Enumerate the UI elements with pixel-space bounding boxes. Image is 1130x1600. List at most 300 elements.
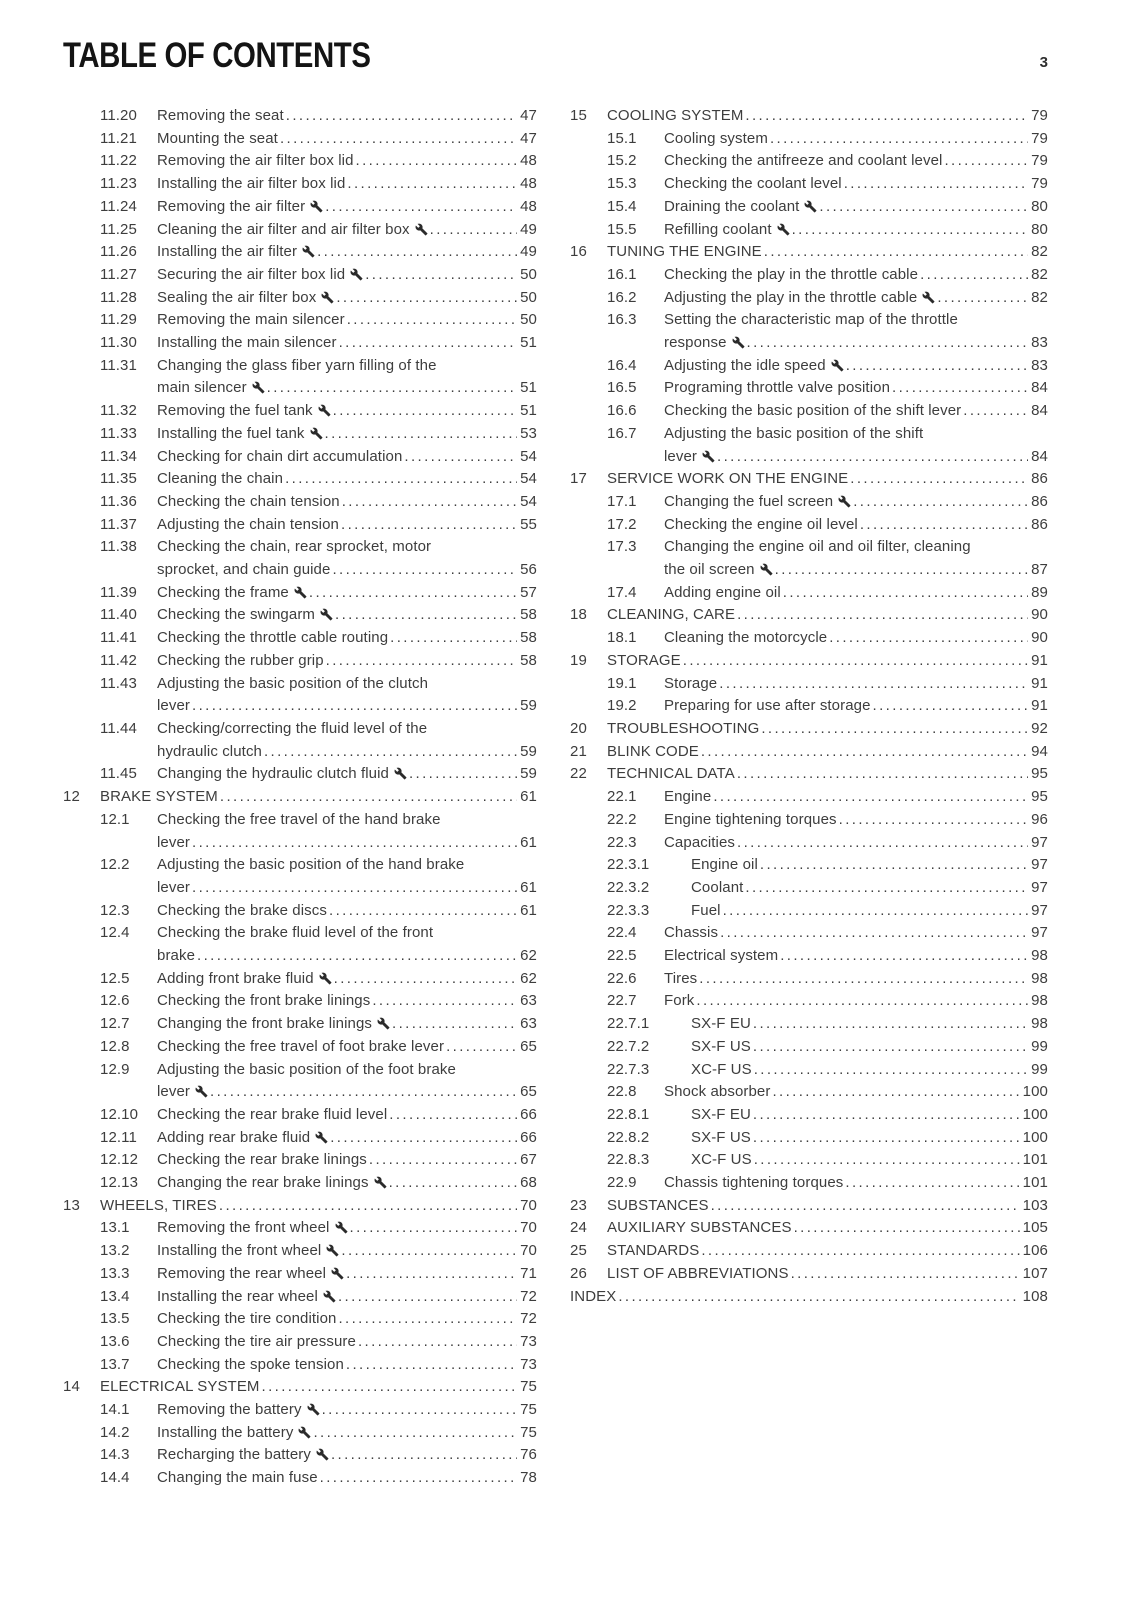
toc-entry-page: 98 bbox=[1031, 947, 1048, 965]
page-header bbox=[0, 0, 1130, 73]
toc-entry-number: 13.6 bbox=[100, 1332, 130, 1350]
toc-entry bbox=[63, 309, 537, 332]
toc-dots-leader bbox=[404, 446, 517, 469]
toc-entry-number: 12 bbox=[63, 788, 80, 806]
toc-entry-title: Shock absorber bbox=[664, 1083, 771, 1101]
toc-dots-leader bbox=[764, 241, 1028, 264]
toc-entry-page: 87 bbox=[1031, 561, 1048, 579]
toc-entry-line bbox=[664, 332, 1048, 355]
toc-entry-number: 11.29 bbox=[100, 311, 137, 329]
toc-entry bbox=[63, 1286, 537, 1309]
toc-entry-line bbox=[691, 1036, 1048, 1059]
toc-entry-page: 61 bbox=[520, 878, 537, 896]
toc-entry-title: Installing the front wheel bbox=[157, 1242, 322, 1260]
toc-entry-line bbox=[157, 1444, 537, 1467]
toc-dots-leader bbox=[753, 1036, 1028, 1059]
toc-entry-title: response bbox=[664, 334, 727, 352]
toc-entry bbox=[570, 1013, 1048, 1036]
toc-entry-body bbox=[664, 1081, 1048, 1104]
toc-entry-page: 79 bbox=[1031, 152, 1048, 170]
toc-entry-title: Removing the front wheel bbox=[157, 1219, 330, 1237]
wrench-icon bbox=[804, 200, 817, 213]
toc-entry-line bbox=[157, 446, 537, 469]
toc-entry-title: lever bbox=[157, 878, 191, 896]
toc-entry-page: 98 bbox=[1031, 1015, 1048, 1033]
toc-entry-number: 11.27 bbox=[100, 265, 137, 283]
toc-entry-line bbox=[157, 1422, 537, 1445]
toc-entry-page: 95 bbox=[1031, 788, 1048, 806]
toc-entry-page: 94 bbox=[1031, 742, 1048, 760]
toc-entry bbox=[63, 809, 537, 854]
toc-entry-title: Checking the chain tension bbox=[157, 492, 340, 510]
toc-entry-body bbox=[607, 1240, 1048, 1263]
toc-dots-leader bbox=[713, 786, 1028, 809]
toc-entry-body bbox=[664, 968, 1048, 991]
toc-entry-number: 15.5 bbox=[607, 220, 637, 238]
toc-entry bbox=[570, 355, 1048, 378]
wrench-icon bbox=[310, 200, 323, 213]
toc-entry-page: 61 bbox=[520, 788, 537, 806]
toc-entry-number: 11.23 bbox=[100, 175, 137, 193]
toc-entry-title: TROUBLESHOOTING bbox=[607, 719, 760, 737]
toc-entry-title: Installing the main silencer bbox=[157, 334, 337, 352]
toc-entry-line bbox=[157, 559, 537, 582]
toc-entry-line bbox=[664, 695, 1048, 718]
toc-entry-body bbox=[157, 196, 537, 219]
toc-entry-line bbox=[607, 1240, 1048, 1263]
wrench-icon bbox=[307, 1403, 320, 1416]
toc-entry bbox=[570, 582, 1048, 605]
toc-entry-line bbox=[157, 1467, 537, 1490]
toc-entry-line bbox=[157, 832, 537, 855]
toc-entry-title: LIST OF ABBREVIATIONS bbox=[607, 1264, 789, 1282]
toc-dots-leader bbox=[754, 1149, 1020, 1172]
toc-entry bbox=[570, 1286, 1048, 1309]
toc-entry bbox=[63, 196, 537, 219]
toc-entry-line: Changing the glass fiber yarn filling of the bbox=[157, 356, 437, 374]
toc-entry-page: 67 bbox=[520, 1151, 537, 1169]
toc-entry-title: Cleaning the chain bbox=[157, 470, 284, 488]
toc-entry-line bbox=[664, 582, 1048, 605]
toc-entry-body bbox=[157, 241, 537, 264]
toc-entry-title: Changing the rear brake linings bbox=[157, 1174, 369, 1192]
toc-entry bbox=[570, 718, 1048, 741]
toc-entry-page: 101 bbox=[1022, 1174, 1048, 1192]
toc-entry-line bbox=[664, 968, 1048, 991]
toc-entry-line bbox=[157, 173, 537, 196]
toc-entry-number: 13.1 bbox=[100, 1219, 130, 1237]
toc-entry-number: 11.34 bbox=[100, 447, 137, 465]
toc-dots-leader bbox=[342, 491, 517, 514]
toc-entry-body bbox=[157, 582, 537, 605]
toc-entry-line bbox=[157, 990, 537, 1013]
toc-entry-title: the oil screen bbox=[664, 561, 755, 579]
toc-entry-page: 61 bbox=[520, 901, 537, 919]
toc-entry-line bbox=[607, 1195, 1048, 1218]
toc-entry-line bbox=[157, 309, 537, 332]
toc-entry-title: Fork bbox=[664, 992, 695, 1010]
toc-dots-leader bbox=[286, 105, 517, 128]
wrench-icon bbox=[323, 1290, 336, 1303]
toc-dots-leader bbox=[358, 1331, 517, 1354]
toc-entry-title: Checking the free travel of foot brake lever bbox=[157, 1037, 445, 1055]
toc-entry-number: 22.3.3 bbox=[607, 901, 650, 919]
toc-entry-line bbox=[157, 900, 537, 923]
toc-entry-page: 76 bbox=[520, 1446, 537, 1464]
toc-dots-leader bbox=[220, 786, 517, 809]
wrench-icon bbox=[831, 359, 844, 372]
toc-entry-line bbox=[664, 945, 1048, 968]
toc-entry-title: XC-F US bbox=[691, 1060, 752, 1078]
toc-entry-page: 62 bbox=[520, 947, 537, 965]
toc-entry bbox=[63, 287, 537, 310]
toc-dots-leader bbox=[753, 1013, 1028, 1036]
toc-entry-line: Adjusting the basic position of the foot brake bbox=[157, 1060, 456, 1078]
toc-entry-body bbox=[100, 1195, 537, 1218]
toc-entry-line bbox=[157, 1127, 537, 1150]
toc-entry bbox=[570, 150, 1048, 173]
toc-entry-line bbox=[157, 377, 537, 400]
toc-entry-line bbox=[157, 582, 537, 605]
toc-entry-line bbox=[157, 1081, 537, 1104]
toc-entry-body bbox=[157, 1286, 537, 1309]
toc-entry-page: 86 bbox=[1031, 492, 1048, 510]
toc-entry-number: 15.3 bbox=[607, 175, 637, 193]
toc-entry-page: 89 bbox=[1031, 583, 1048, 601]
toc-entry-body bbox=[607, 1217, 1048, 1240]
toc-entry bbox=[63, 1104, 537, 1127]
toc-entry-page: 79 bbox=[1031, 107, 1048, 124]
wrench-icon bbox=[316, 1448, 329, 1461]
toc-entry-body bbox=[664, 922, 1048, 945]
toc-entry bbox=[63, 241, 537, 264]
toc-entry-line bbox=[607, 241, 1048, 264]
toc-entry-line: Adjusting the basic position of the clutch bbox=[157, 674, 429, 692]
toc-entry-number: 12.2 bbox=[100, 856, 130, 874]
toc-entry bbox=[570, 763, 1048, 786]
toc-entry-body bbox=[157, 128, 537, 151]
toc-entry-line bbox=[664, 832, 1048, 855]
toc-entry-body bbox=[664, 173, 1048, 196]
toc-entry-number: 16.1 bbox=[607, 265, 637, 283]
wrench-icon bbox=[838, 495, 851, 508]
toc-entry-title: STANDARDS bbox=[607, 1242, 700, 1260]
toc-entry-body bbox=[570, 1286, 1048, 1309]
toc-entry-title: main silencer bbox=[157, 379, 247, 397]
toc-entry-number: 11.20 bbox=[100, 107, 137, 124]
toc-entry-body bbox=[664, 264, 1048, 287]
wrench-icon bbox=[319, 972, 332, 985]
toc-dots-leader bbox=[937, 287, 1028, 310]
toc-entry-number: 13.7 bbox=[100, 1355, 130, 1373]
toc-entry bbox=[63, 604, 537, 627]
toc-entry-title: Removing the air filter bbox=[157, 197, 306, 215]
toc-entry-number: 12.10 bbox=[100, 1105, 139, 1123]
toc-entry-body bbox=[157, 1240, 537, 1263]
toc-entry-line bbox=[691, 1127, 1048, 1150]
toc-entry bbox=[570, 377, 1048, 400]
wrench-icon bbox=[195, 1085, 208, 1098]
toc-entry-page: 100 bbox=[1022, 1083, 1048, 1101]
toc-entry bbox=[570, 196, 1048, 219]
toc-dots-leader bbox=[325, 423, 518, 446]
toc-entry-title: Engine oil bbox=[691, 856, 758, 874]
toc-entry-number: 11.30 bbox=[100, 334, 137, 352]
toc-entry-page: 59 bbox=[520, 697, 537, 715]
toc-entry-number: 15 bbox=[570, 107, 587, 124]
toc-entry-number: 22.3.2 bbox=[607, 878, 650, 896]
toc-entry-page: 84 bbox=[1031, 447, 1048, 465]
toc-entry-title: CLEANING, CARE bbox=[607, 606, 736, 624]
toc-entry-body bbox=[100, 786, 537, 809]
toc-entry-number: 26 bbox=[570, 1264, 587, 1282]
toc-entry-number: 16.4 bbox=[607, 356, 637, 374]
toc-dots-leader bbox=[753, 1104, 1020, 1127]
toc-entry-body bbox=[157, 1059, 537, 1104]
toc-entry-number: 18 bbox=[570, 606, 587, 624]
toc-dots-leader bbox=[392, 1013, 517, 1036]
wrench-icon bbox=[321, 291, 334, 304]
page-number: 3 bbox=[1039, 54, 1048, 71]
toc-dots-leader bbox=[770, 128, 1028, 151]
toc-entry bbox=[570, 514, 1048, 537]
toc-entry-number: 11.35 bbox=[100, 470, 137, 488]
toc-dots-leader bbox=[683, 650, 1028, 673]
toc-entry bbox=[63, 582, 537, 605]
toc-entry-title: Changing the hydraulic clutch fluid bbox=[157, 765, 389, 783]
toc-entry-line bbox=[664, 514, 1048, 537]
toc-entry-line bbox=[664, 446, 1048, 469]
toc-entry-number: 16.6 bbox=[607, 402, 637, 420]
toc-entry-number: 11.41 bbox=[100, 629, 137, 647]
toc-entry-body bbox=[664, 809, 1048, 832]
toc-entry bbox=[63, 1036, 537, 1059]
toc-entry-number: 19.1 bbox=[607, 674, 637, 692]
toc-entry-title: Checking the antifreeze and coolant level bbox=[664, 152, 943, 170]
toc-entry-number: 23 bbox=[570, 1196, 587, 1214]
toc-entry-line bbox=[157, 1217, 537, 1240]
toc-entry-title: Chassis tightening torques bbox=[664, 1174, 844, 1192]
toc-entry-title: Cleaning the motorcycle bbox=[664, 629, 828, 647]
toc-entry-page: 91 bbox=[1031, 651, 1048, 669]
toc-entry bbox=[63, 1467, 537, 1490]
toc-entry bbox=[63, 1331, 537, 1354]
toc-entry-number: 22.8 bbox=[607, 1083, 637, 1101]
wrench-icon bbox=[922, 291, 935, 304]
toc-entry bbox=[63, 514, 537, 537]
toc-entry-line bbox=[664, 922, 1048, 945]
toc-entry-page: 54 bbox=[520, 470, 537, 488]
toc-entry-body bbox=[157, 1354, 537, 1377]
toc-dots-leader bbox=[339, 332, 518, 355]
toc-dots-leader bbox=[745, 877, 1028, 900]
toc-entry-page: 56 bbox=[520, 561, 537, 579]
toc-entry-number: 25 bbox=[570, 1242, 587, 1260]
toc-entry-title: Checking the brake discs bbox=[157, 901, 327, 919]
toc-entry-title: Installing the air filter bbox=[157, 243, 298, 261]
toc-entry-page: 78 bbox=[520, 1469, 537, 1487]
toc-entry-title: Adjusting the play in the throttle cable bbox=[664, 288, 918, 306]
toc-entry-number: 22.3 bbox=[607, 833, 637, 851]
toc-entry-title: Checking the rear brake fluid level bbox=[157, 1105, 388, 1123]
toc-entry-number: 17 bbox=[570, 470, 587, 488]
toc-entry-line: Checking the brake fluid level of the front bbox=[157, 924, 434, 942]
toc-entry bbox=[63, 491, 537, 514]
toc-entry-title: sprocket, and chain guide bbox=[157, 561, 331, 579]
toc-entry-number: 11.32 bbox=[100, 402, 137, 420]
toc-entry-title: Securing the air filter box lid bbox=[157, 265, 346, 283]
toc-dots-leader bbox=[745, 105, 1028, 128]
toc-dots-leader bbox=[850, 468, 1028, 491]
toc-entry-line: Setting the characteristic map of the throttle bbox=[664, 311, 958, 329]
toc-entry bbox=[63, 786, 537, 809]
toc-dots-leader bbox=[792, 219, 1029, 242]
toc-dots-leader bbox=[264, 741, 517, 764]
toc-dots-leader bbox=[701, 741, 1028, 764]
toc-entry-body bbox=[157, 990, 537, 1013]
toc-dots-leader bbox=[322, 1399, 518, 1422]
toc-entry-body bbox=[157, 1149, 537, 1172]
toc-entry-title: XC-F US bbox=[691, 1151, 752, 1169]
toc-entry-page: 91 bbox=[1031, 697, 1048, 715]
toc-entry-page: 72 bbox=[520, 1287, 537, 1305]
toc-entry bbox=[570, 1081, 1048, 1104]
toc-dots-leader bbox=[329, 900, 517, 923]
toc-dots-leader bbox=[262, 1376, 518, 1399]
toc-entry-body bbox=[691, 1149, 1048, 1172]
toc-entry-number: 16 bbox=[570, 243, 587, 261]
toc-entry bbox=[570, 1217, 1048, 1240]
toc-entry-number: 11.28 bbox=[100, 288, 137, 306]
toc-entry bbox=[63, 1354, 537, 1377]
toc-entry-number: 13.3 bbox=[100, 1264, 130, 1282]
toc-entry-title: SUBSTANCES bbox=[607, 1196, 709, 1214]
toc-entry-body bbox=[607, 741, 1048, 764]
wrench-icon bbox=[350, 268, 363, 281]
toc-entry-number: 12.12 bbox=[100, 1151, 139, 1169]
toc-entry-title: lever bbox=[157, 697, 191, 715]
toc-entry-line bbox=[157, 491, 537, 514]
toc-entry-line bbox=[157, 468, 537, 491]
toc-entry bbox=[63, 922, 537, 967]
toc-entry bbox=[63, 423, 537, 446]
toc-entry-line bbox=[664, 990, 1048, 1013]
toc-entry-line bbox=[100, 1195, 537, 1218]
toc-entry-number: 11.25 bbox=[100, 220, 137, 238]
wrench-icon bbox=[315, 1131, 328, 1144]
toc-entry-title: AUXILIARY SUBSTANCES bbox=[607, 1219, 792, 1237]
toc-entry-page: 97 bbox=[1031, 924, 1048, 942]
page-title: TABLE OF CONTENTS bbox=[63, 36, 371, 75]
toc-entry bbox=[63, 1013, 537, 1036]
toc-entry-number: 16.2 bbox=[607, 288, 637, 306]
toc-entry-title: Checking the swingarm bbox=[157, 606, 316, 624]
toc-entry-page: 50 bbox=[520, 265, 537, 283]
toc-entry-title: Adding front brake fluid bbox=[157, 969, 314, 987]
toc-entry-title: Installing the air filter box lid bbox=[157, 175, 346, 193]
toc-entry-line bbox=[607, 718, 1048, 741]
toc-entry-page: 82 bbox=[1031, 243, 1048, 261]
toc-entry-line bbox=[157, 287, 537, 310]
toc-entry-title: Checking the coolant level bbox=[664, 175, 842, 193]
toc-entry bbox=[63, 673, 537, 718]
toc-dots-leader bbox=[389, 1172, 518, 1195]
toc-entry-number: 11.45 bbox=[100, 765, 137, 783]
toc-entry-number: 14 bbox=[63, 1378, 80, 1396]
toc-entry-number: 16.3 bbox=[607, 311, 637, 329]
toc-entry-page: 75 bbox=[520, 1423, 537, 1441]
toc-entry-line bbox=[607, 604, 1048, 627]
toc-entry-title: Programing throttle valve position bbox=[664, 379, 891, 397]
toc-entry-body bbox=[691, 1013, 1048, 1036]
toc-dots-leader bbox=[892, 377, 1028, 400]
toc-entry-line bbox=[691, 1149, 1048, 1172]
toc-entry bbox=[570, 1149, 1048, 1172]
toc-entry-number: 22.6 bbox=[607, 969, 637, 987]
toc-dots-leader bbox=[341, 514, 517, 537]
toc-dots-leader bbox=[313, 1422, 517, 1445]
toc-entry bbox=[570, 832, 1048, 855]
toc-entry-number: 11.37 bbox=[100, 515, 137, 533]
toc-entry-page: 96 bbox=[1031, 810, 1048, 828]
toc-entry-page: 86 bbox=[1031, 515, 1048, 533]
toc-dots-leader bbox=[737, 832, 1028, 855]
toc-dots-leader bbox=[325, 196, 517, 219]
toc-entry-title: Changing the main fuse bbox=[157, 1469, 318, 1487]
toc-entry bbox=[570, 1263, 1048, 1286]
toc-dots-leader bbox=[326, 650, 517, 673]
toc-entry-line: Checking/correcting the fluid level of the bbox=[157, 719, 428, 737]
toc-entry-page: 62 bbox=[520, 969, 537, 987]
toc-entry-line bbox=[100, 786, 537, 809]
toc-entry bbox=[63, 1240, 537, 1263]
toc-entry-page: 90 bbox=[1031, 606, 1048, 624]
toc-entry-page: 73 bbox=[520, 1332, 537, 1350]
toc-dots-leader bbox=[338, 1286, 517, 1309]
toc-entry-number: 17.3 bbox=[607, 538, 637, 556]
toc-entry-page: 48 bbox=[520, 175, 537, 193]
toc-dots-leader bbox=[430, 219, 517, 242]
toc-entry-body bbox=[691, 1127, 1048, 1150]
toc-dots-leader bbox=[192, 832, 517, 855]
toc-entry-body bbox=[157, 309, 537, 332]
toc-entry-line: Checking the chain, rear sprocket, motor bbox=[157, 538, 432, 556]
toc-entry-body bbox=[157, 1263, 537, 1286]
toc-entry-line bbox=[157, 1331, 537, 1354]
toc-dots-leader bbox=[369, 1149, 517, 1172]
toc-entry bbox=[63, 627, 537, 650]
toc-entry-line bbox=[664, 809, 1048, 832]
toc-entry-title: Storage bbox=[664, 674, 718, 692]
toc-dots-leader bbox=[267, 377, 517, 400]
toc-entry-title: SX-F EU bbox=[691, 1105, 751, 1123]
toc-entry-title: Checking the throttle cable routing bbox=[157, 629, 389, 647]
toc-entry-line bbox=[664, 287, 1048, 310]
toc-entry-page: 72 bbox=[520, 1310, 537, 1328]
toc-entry-line bbox=[607, 763, 1048, 786]
toc-entry-line bbox=[157, 763, 537, 786]
toc-entry-line bbox=[664, 627, 1048, 650]
toc-entry bbox=[570, 627, 1048, 650]
toc-entry-number: 12.9 bbox=[100, 1060, 130, 1078]
toc-entry-page: 63 bbox=[520, 1015, 537, 1033]
toc-entry-page: 103 bbox=[1022, 1196, 1048, 1214]
wrench-icon bbox=[326, 1244, 339, 1257]
toc-entry-number: 11.44 bbox=[100, 719, 137, 737]
toc-entry-page: 86 bbox=[1031, 470, 1048, 488]
toc-entry-page: 82 bbox=[1031, 265, 1048, 283]
toc-entry-title: Removing the seat bbox=[157, 107, 284, 124]
